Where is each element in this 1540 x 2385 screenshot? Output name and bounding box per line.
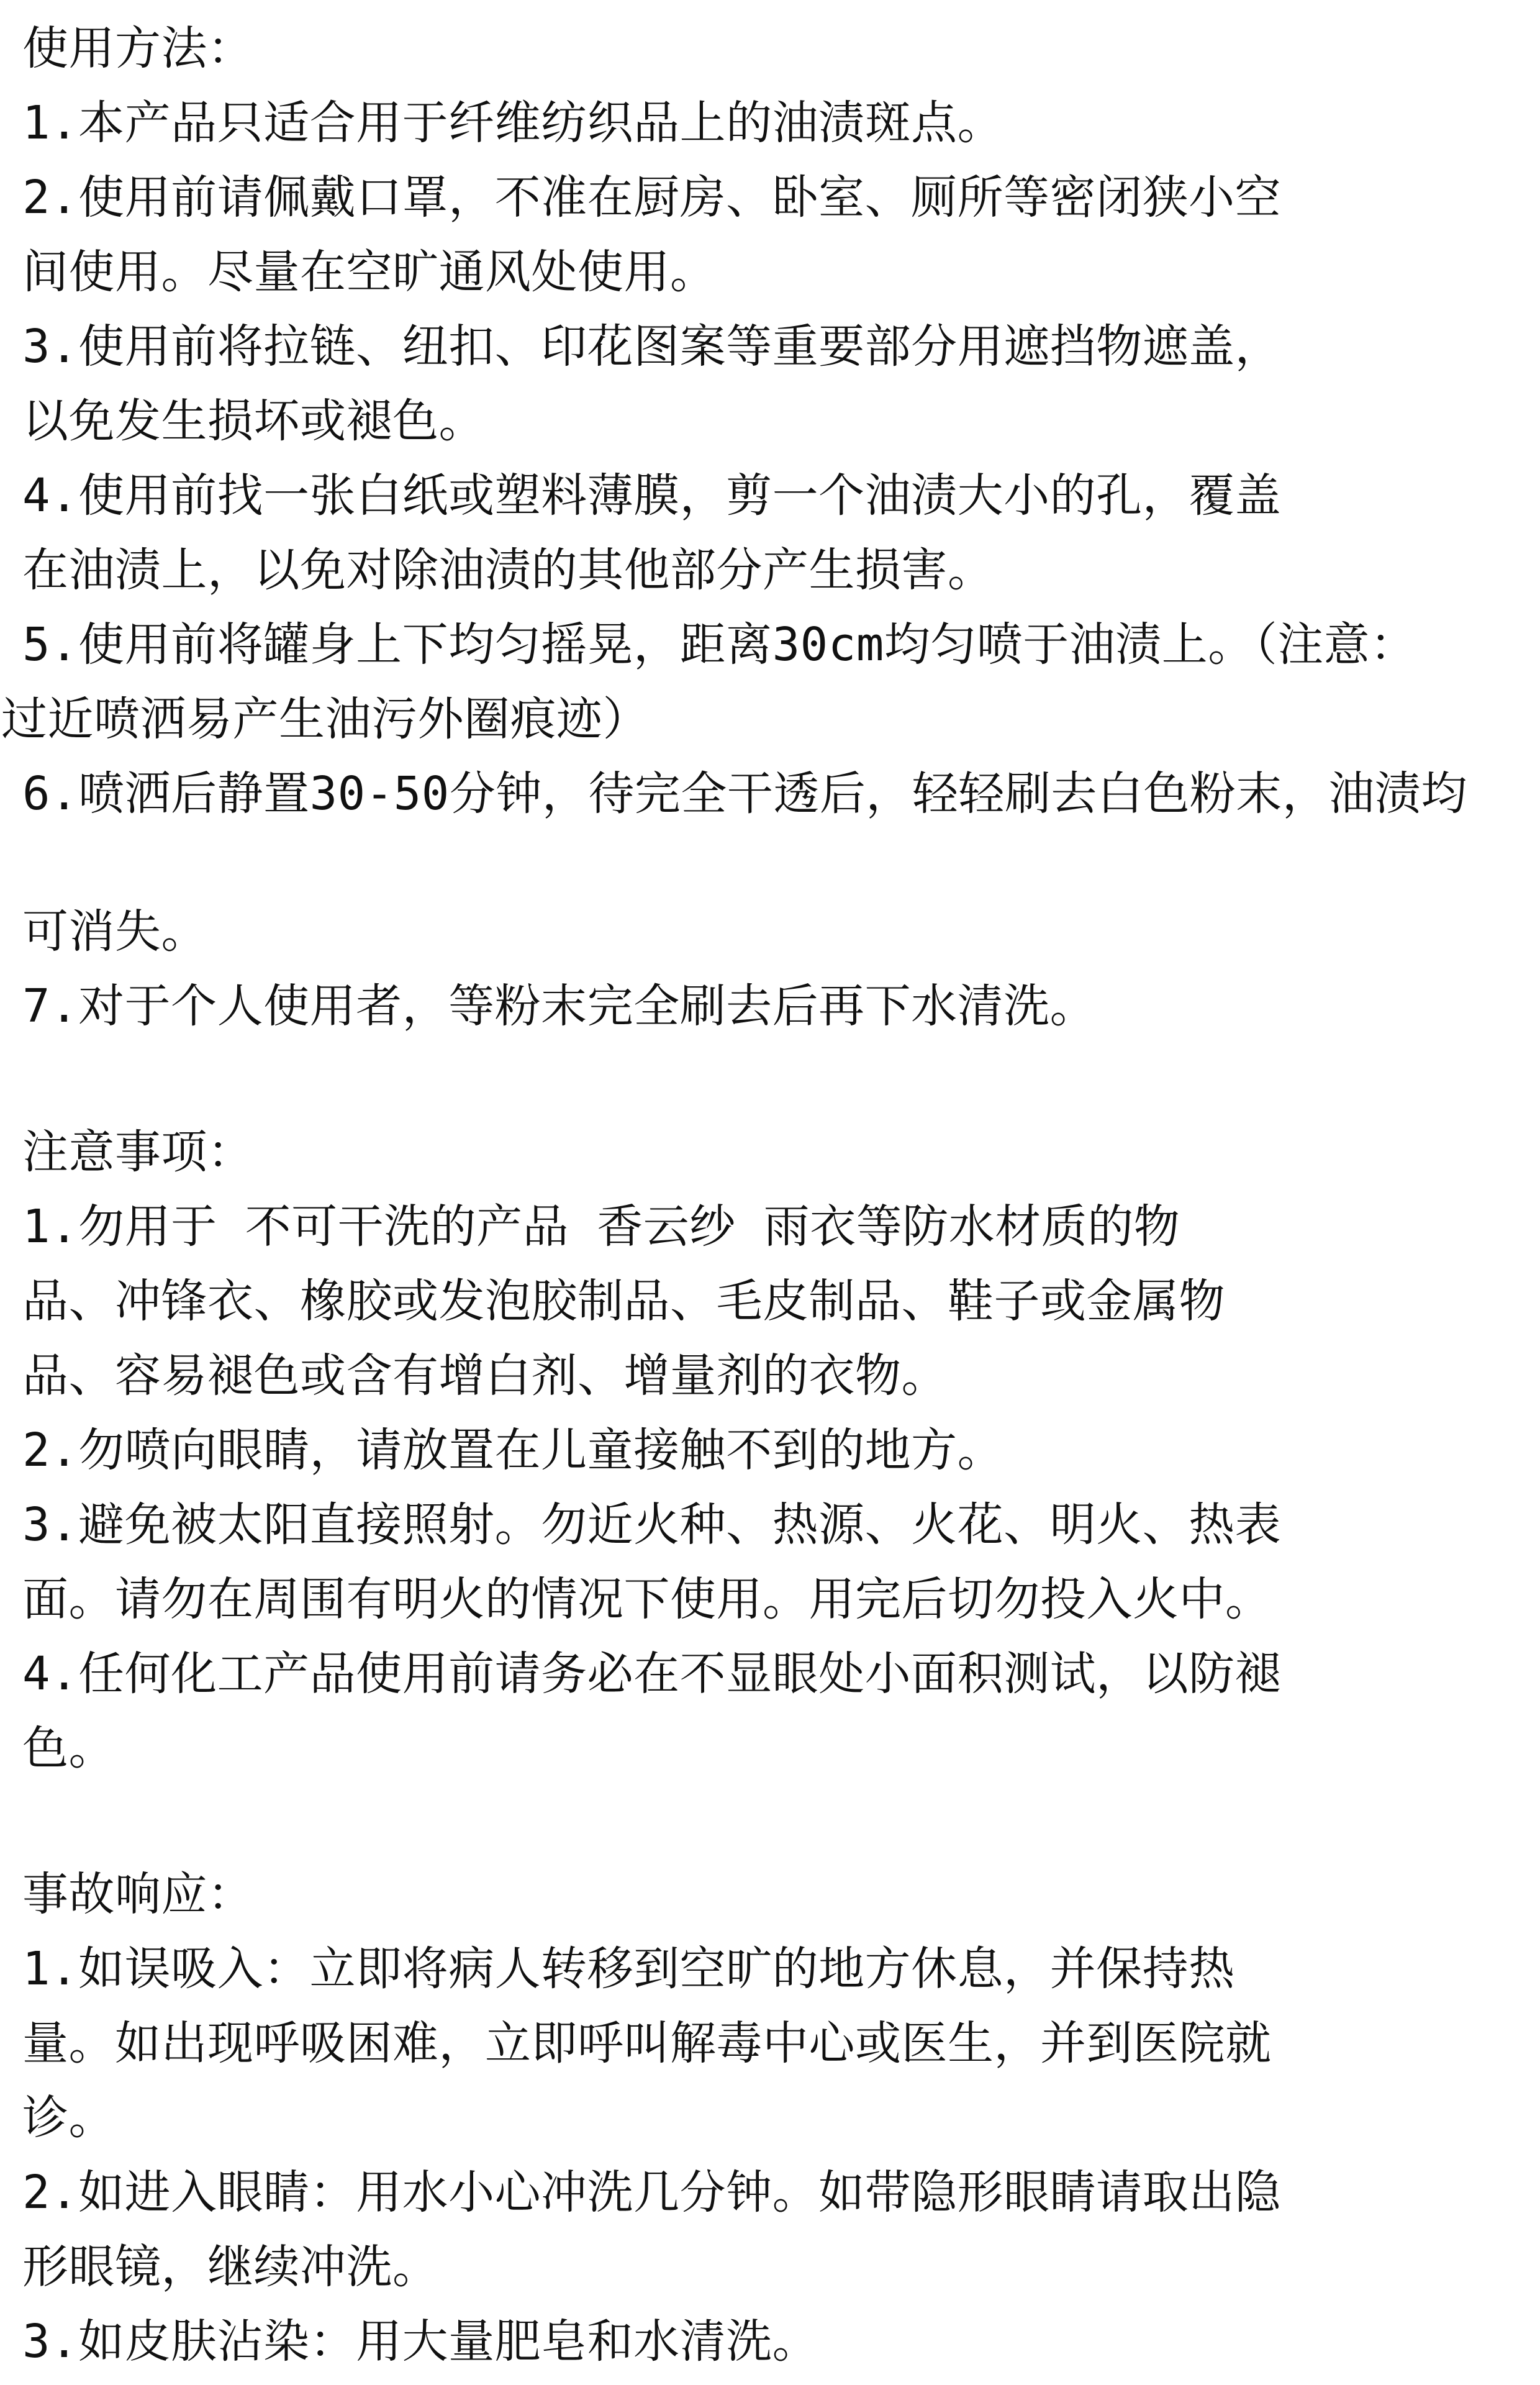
first-aid-line: 2.如进入眼睛：用水小心冲洗几分钟。如带隐形眼睛请取出隐 [22,2166,1282,2219]
precautions-line: 2.勿喷向眼睛，请放置在儿童接触不到的地方。 [22,1424,1004,1477]
first-aid-heading: 事故响应： [22,1868,254,1921]
precautions-line: 品、冲锋衣、橡胶或发泡胶制品、毛皮制品、鞋子或金属物 [22,1274,1225,1328]
first-aid-line: 3.如皮肤沾染：用大量肥皂和水清洗。 [22,2315,819,2368]
usage-line: 4.使用前找一张白纸或塑料薄膜，剪一个油渍大小的孔，覆盖 [22,469,1282,522]
usage-line: 以免发生损坏或褪色。 [22,394,485,448]
precautions-line: 1.勿用于 不可干洗的产品 香云纱 雨衣等防水材质的物 [22,1200,1180,1253]
usage-line: 2.使用前请佩戴口罩，不准在厨房、卧室、厕所等密闭狭小空 [22,171,1282,224]
precautions-line: 色。 [22,1722,115,1775]
usage-line: 3.使用前将拉链、纽扣、印花图案等重要部分用遮挡物遮盖， [22,320,1282,373]
first-aid-line: 量。如出现呼吸困难，立即呼叫解毒中心或医生，并到医院就 [22,2017,1272,2070]
usage-line: 间使用。尽量在空旷通风处使用。 [22,245,717,299]
precautions-line: 品、容易褪色或含有增白剂、增量剂的衣物。 [22,1349,948,1402]
precautions-heading: 注意事项： [22,1125,254,1179]
first-aid-line: 形眼镜，继续冲洗。 [22,2240,439,2294]
first-aid-line: 1.如误吸入：立即将病人转移到空旷的地方休息，并保持热 [22,1942,1235,1996]
usage-line: 可消失。 [22,905,207,958]
usage-line: 1.本产品只适合用于纤维纺织品上的油渍斑点。 [22,96,1004,150]
usage-line: 过近喷洒易产生油污外圈痕迹） [1,693,649,746]
precautions-line: 3.避免被太阳直接照射。勿近火种、热源、火花、明火、热表 [22,1498,1282,1551]
precautions-line: 4.任何化工产品使用前请务必在不显眼处小面积测试，以防褪 [22,1647,1282,1701]
usage-line: 在油渍上，以免对除油渍的其他部分产生损害。 [22,543,994,597]
first-aid-line: 诊。 [22,2091,115,2145]
usage-heading: 使用方法： [22,22,254,75]
precautions-line: 面。请勿在周围有明火的情况下使用。用完后切勿投入火中。 [22,1573,1272,1626]
usage-line: 7.对于个人使用者，等粉末完全刷去后再下水清洗。 [22,979,1097,1033]
usage-line: 6.喷洒后静置30-50分钟，待完全干透后，轻轻刷去白色粉末，油渍均 [22,767,1467,820]
usage-line: 5.使用前将罐身上下均匀摇晃，距离30cm均匀喷于油渍上。（注意： [22,618,1416,671]
